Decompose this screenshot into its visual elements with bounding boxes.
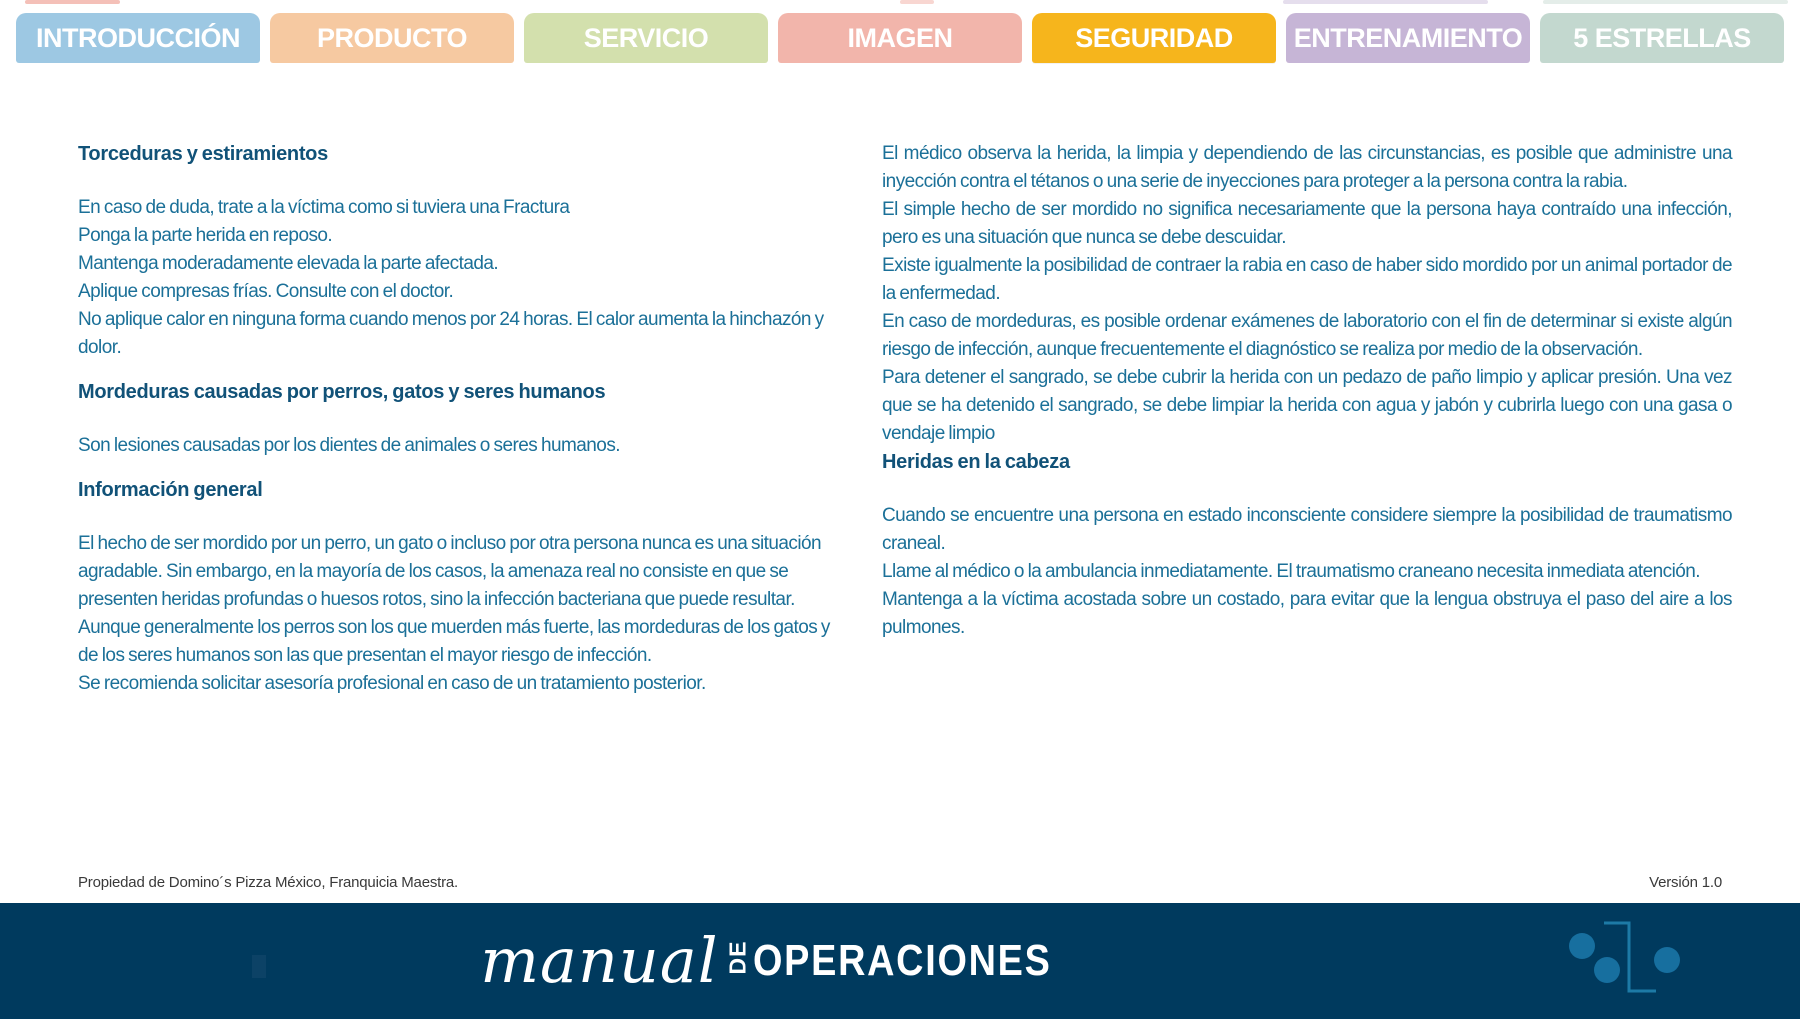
brand-word-manual: manual	[480, 924, 719, 997]
text-section	[882, 448, 1732, 642]
property-note: Propiedad de Domino´s Pizza México, Franquicia Maestra.	[78, 874, 459, 891]
body-paragraph: Mantenga a la víctima acostada sobre un costado, para evitar que la lengua obstruya el paso del aire a los pulmones.	[882, 589, 1732, 638]
page-meta-row	[78, 874, 1722, 891]
tab-entrenamiento[interactable]: ENTRENAMIENTO	[1286, 13, 1530, 63]
brand-word-operaciones: OPERACIONES	[752, 936, 1052, 985]
page-edge-artifact	[1283, 0, 1488, 4]
text-section	[78, 476, 830, 698]
body-paragraph: No aplique calor en ninguna forma cuando menos por 24 horas. El calor aumenta la hinchazón y dolor.	[78, 309, 824, 358]
text-section	[78, 140, 830, 362]
body-paragraph: Llame al médico o la ambulancia inmediatamente. El traumatismo craneano necesita inmediata atención.	[882, 561, 1701, 582]
section-heading: Mordeduras causadas por perros, gatos y seres humanos	[78, 381, 606, 403]
body-paragraph: El simple hecho de ser mordido no significa necesariamente que la persona haya contraído una infección, pero es una situación que nunca se debe descuidar.	[882, 199, 1732, 248]
domino-dots-icon	[1560, 913, 1730, 1009]
body-paragraph: Aunque generalmente los perros son los que muerden más fuerte, las mordeduras de los gatos y de los seres humanos son las que presentan el mayor riesgo de infección.	[78, 617, 830, 666]
page-edge-artifact	[1543, 0, 1788, 4]
body-paragraph: Son lesiones causadas por los dientes de animales o seres humanos.	[78, 435, 620, 456]
tab-producto[interactable]: PRODUCTO	[270, 13, 514, 63]
section-heading: Heridas en la cabeza	[882, 451, 1070, 473]
page-edge-artifact	[900, 0, 934, 4]
tab-seguridad[interactable]: SEGURIDAD	[1032, 13, 1276, 63]
tab-imagen[interactable]: IMAGEN	[778, 13, 1022, 63]
tab-bar	[16, 13, 1784, 63]
body-paragraph: Cuando se encuentre una persona en estado inconsciente considere siempre la posibilidad de traumatismo craneal.	[882, 505, 1732, 554]
tab-introduccion[interactable]: INTRODUCCIÓN	[16, 13, 260, 63]
text-section	[78, 378, 830, 460]
body-paragraph: El hecho de ser mordido por un perro, un gato o incluso por otra persona nunca es una situación agradable. Sin embargo, en la mayoría de los casos, la amenaza real no consiste en que se presenten heridas profundas o huesos rotos, sino la infección bacteriana que puede resultar.	[78, 533, 822, 610]
body-paragraph: En caso de mordeduras, es posible ordenar exámenes de laboratorio con el fin de determinar si existe algún riesgo de infección, aunque frecuentemente el diagnóstico se realiza por medio de la observación.	[882, 311, 1732, 360]
section-heading: Torceduras y estiramientos	[78, 143, 328, 165]
body-paragraph: Ponga la parte herida en reposo.	[78, 225, 333, 246]
brand-logo	[0, 903, 1690, 1019]
brand-bar	[0, 903, 1800, 1019]
right-text-column	[882, 140, 1732, 642]
body-paragraph: Aplique compresas frías. Consulte con el doctor.	[78, 281, 454, 302]
version-label: Versión 1.0	[1649, 874, 1722, 891]
body-paragraph: Se recomienda solicitar asesoría profesional en caso de un tratamiento posterior.	[78, 673, 706, 694]
body-paragraph: Mantenga moderadamente elevada la parte afectada.	[78, 253, 499, 274]
brand-word-de: DE	[724, 940, 751, 974]
left-text-column	[78, 140, 830, 698]
body-paragraph: El médico observa la herida, la limpia y dependiendo de las circunstancias, es posible que administre una inyección contra el tétanos o una serie de inyecciones para proteger a la persona contra la rabia.	[882, 143, 1732, 192]
page-edge-artifact	[25, 0, 120, 4]
text-section	[882, 140, 1732, 448]
section-heading: Información general	[78, 479, 263, 501]
tab-5-estrellas[interactable]: 5 ESTRELLAS	[1540, 13, 1784, 63]
body-paragraph: Existe igualmente la posibilidad de contraer la rabia en caso de haber sido mordido por un animal portador de la enfermedad.	[882, 255, 1732, 304]
tab-servicio[interactable]: SERVICIO	[524, 13, 768, 63]
body-paragraph: Para detener el sangrado, se debe cubrir la herida con un pedazo de paño limpio y aplicar presión. Una vez que se ha detenido el sangrado, se debe limpiar la herida con agua y jabón y cubrirla luego con una gasa o vendaje limpio	[882, 367, 1732, 444]
body-paragraph: En caso de duda, trate a la víctima como si tuviera una Fractura	[78, 197, 570, 218]
